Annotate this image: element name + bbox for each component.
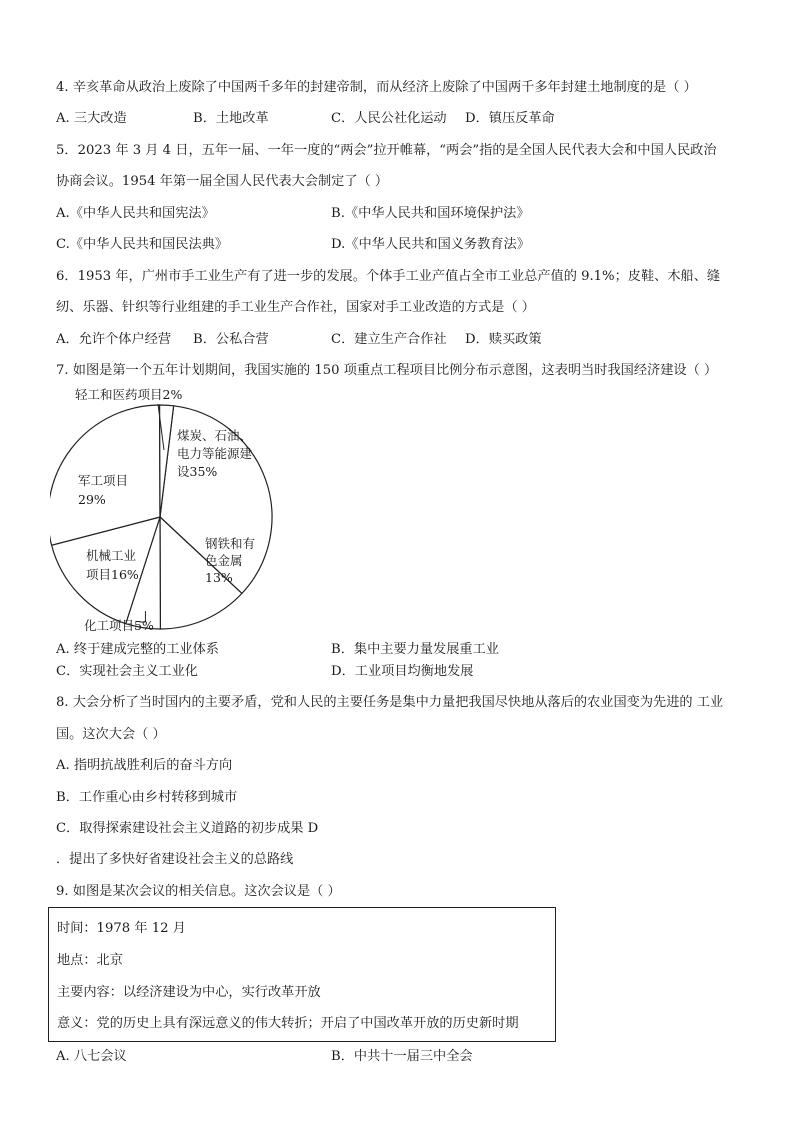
q7-stem: 7. 如图是第一个五年计划期间，我国实施的 150 项重点工程项目比例分布示意图，这表明当时我国经济建设（ ） [56,363,718,378]
info-significance: 意义：党的历史上具有深远意义的伟大转折；开启了中国改革开放的历史新时期 [57,1016,519,1031]
q5-option-a: A.《中华人民共和国宪法》 [56,206,215,221]
info-time: 时间：1978 年 12 月 [57,921,186,936]
q8-stem-line2: 国。这次大会（ ） [56,727,166,742]
q5-option-b: B.《中华人民共和国环境保护法》 [331,206,530,221]
q8-option-d: ．提出了多快好省建设社会主义的总路线 [56,852,294,867]
q9-stem: 9. 如图是某次会议的相关信息。这次会议是（ ） [56,884,341,899]
q6-option-c: C．建立生产合作社 [331,332,447,347]
slice-energy-label: 煤炭、石油、电力等能源建设35% [177,428,253,479]
q4-option-c: C．人民公社化运动 [331,111,447,126]
q9-option-a: A. 八七会议 [56,1049,127,1064]
pie-chart-svg [50,382,290,632]
q8-stem-line1: 8. 大会分析了当时国内的主要矛盾，党和人民的主要任务是集中力量把我国尽快地从落后的农业国变为先进的 工业 [56,695,724,710]
q7-option-a: A. 终于建成完整的工业体系 [56,642,219,657]
q6-option-d: D．赎买政策 [465,332,542,347]
q7-option-b: B．集中主要力量发展重工业 [331,642,499,657]
q8-option-c: C．取得探索建设社会主义道路的初步成果 D [56,821,319,836]
q4-option-a: A. 三大改造 [56,111,127,126]
slice-light-industry-label: 轻工和医药项目2% [75,387,183,402]
q6-option-b: B．公私合营 [193,332,269,347]
q5-option-d: D.《中华人民共和国义务教育法》 [331,237,530,252]
slice-steel-label: 钢铁和有色金属 13% [205,536,256,585]
q5-option-c: C.《中华人民共和国民法典》 [56,237,229,252]
q5-stem-line2: 协商会议。1954 年第一届全国人民代表大会制定了（ ） [56,174,389,189]
slice-machinery-label: 机械工业项目16% [86,548,139,582]
q5-stem-line1: 5．2023 年 3 月 4 日，五年一届、一年一度的“两会”拉开帷幕，“两会”指的是全国人民代表大会和中国人民政治 [56,143,717,158]
meeting-info-box [48,907,556,1042]
q4-option-b: B．土地改革 [193,111,269,126]
q8-option-a: A. 指明抗战胜利后的奋斗方向 [56,758,233,773]
q7-option-d: D．工业项目均衡地发展 [331,664,474,679]
q9-option-b: B．中共十一届三中全会 [331,1049,473,1064]
q4-stem: 4. 辛亥革命从政治上废除了中国两千多年的封建帝制，而从经济上废除了中国两千多年封建土地制度的是（ ） [56,80,697,95]
info-content: 主要内容：以经济建设为中心，实行改革开放 [57,985,321,1000]
pie-chart [50,382,290,632]
q4-option-d: D．镇压反革命 [465,111,555,126]
q6-stem-line1: 6．1953 年，广州市手工业生产有了进一步的发展。个体手工业产值占全市工业总产值的 9.1%；皮鞋、木船、缝 [56,269,721,284]
q7-option-c: C．实现社会主义工业化 [56,664,198,679]
q8-option-b: B．工作重心由乡村转移到城市 [56,790,238,805]
q6-stem-line2: 纫、乐器、针织等行业组建的手工业生产合作社，国家对手工业改造的方式是（ ） [56,300,535,315]
info-place: 地点：北京 [57,953,123,968]
q6-option-a: A．允许个体户经营 [56,332,172,347]
slice-military-label: 军工项目 29% [78,473,129,507]
slice-chemical-label: 化工项目5% [84,618,154,632]
